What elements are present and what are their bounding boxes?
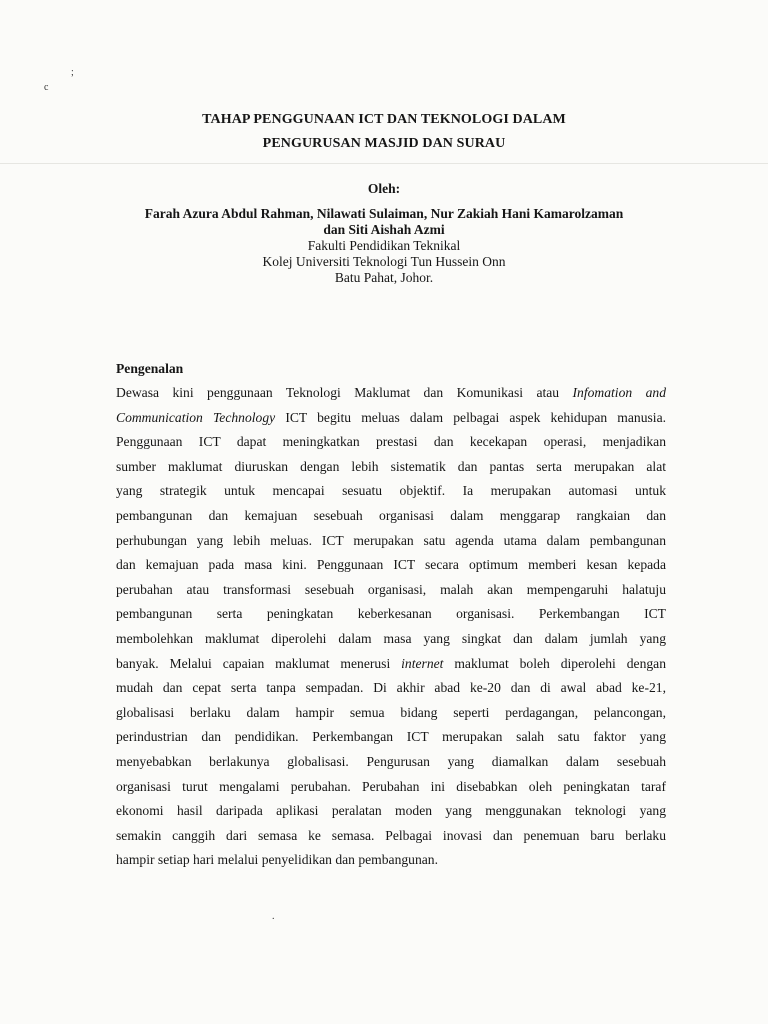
- paragraph-line: [116, 652, 666, 677]
- italic-term: Infomation and: [572, 385, 666, 400]
- title-line-1: TAHAP PENGGUNAAN ICT DAN TEKNOLOGI DALAM: [202, 112, 566, 127]
- scan-line: [0, 163, 768, 164]
- italic-term: Communication Technology: [116, 409, 276, 425]
- paragraph-line: organisasi turut mengalami perubahan. Perubahan ini disebabkan oleh peningkatan taraf: [116, 778, 666, 794]
- title-line-2: PENGURUSAN MASJID DAN SURAU: [262, 136, 506, 151]
- section-heading: Pengenalan: [116, 361, 184, 376]
- paragraph-line: ekonomi hasil daripada aplikasi peralatan moden yang menggunakan teknologi yang: [116, 803, 666, 819]
- authors-line-1: Farah Azura Abdul Rahman, Nilawati Sulaiman, Nur Zakiah Hani Kamarolzaman: [144, 206, 624, 221]
- section-pengenalan: [116, 360, 666, 873]
- paragraph-line: pembangunan dan kemajuan sesebuah organisasi dalam menggarap rangkaian dan: [116, 507, 666, 523]
- paragraph-line: perhubungan yang lebih meluas. ICT merupakan satu agenda utama dalam pembangunan: [116, 532, 666, 548]
- line-text: ICT begitu meluas dalam pelbagai aspek kehidupan manusia.: [275, 409, 667, 425]
- scan-speck: .: [272, 911, 275, 922]
- paragraph-line: pembangunan serta peningkatan keberkesanan organisasi. Perkembangan ICT: [116, 606, 666, 622]
- paragraph-line: perubahan atau transformasi sesebuah organisasi, malah akan mempengaruhi halatuju: [116, 581, 666, 597]
- line-text: Dewasa kini penggunaan Teknologi Maklumat dan Komunikasi atau: [116, 385, 573, 400]
- paragraph-line: [116, 381, 666, 406]
- paragraph-line: globalisasi berlaku dalam hampir semua bidang seperti perdagangan, pelancongan,: [116, 704, 666, 720]
- location: Batu Pahat, Johor.: [334, 270, 434, 285]
- paragraph-line: [116, 406, 666, 431]
- scan-speck: ;: [71, 67, 74, 78]
- body-paragraph: [116, 381, 666, 873]
- authors-line-2: dan Siti Aishah Azmi: [323, 222, 445, 237]
- paragraph-line: yang strategik untuk mencapai sesuatu objektif. Ia merupakan automasi untuk: [116, 483, 666, 499]
- university: Kolej Universiti Teknologi Tun Hussein Onn: [262, 254, 506, 269]
- paragraph-line: sumber maklumat diuruskan dengan lebih sistematik dan pantas serta merupakan alat: [116, 458, 666, 474]
- paragraph-line: semakin canggih dari semasa ke semasa. Pelbagai inovasi dan penemuan baru berlaku: [116, 827, 666, 843]
- line-text: banyak. Melalui capaian maklumat menerusi: [116, 655, 402, 671]
- scan-speck: c: [44, 82, 49, 93]
- paragraph-line: perindustrian dan pendidikan. Perkembangan ICT merupakan salah satu faktor yang: [116, 729, 666, 745]
- paragraph-line: membolehkan maklumat diperolehi dalam masa yang singkat dan dalam jumlah yang: [116, 630, 666, 646]
- faculty: Fakulti Pendidikan Teknikal: [307, 238, 461, 253]
- paragraph-line: Penggunaan ICT dapat meningkatkan prestasi dan kecekapan operasi, menjadikan: [116, 434, 666, 450]
- byline: [0, 181, 768, 286]
- document-title: [0, 108, 768, 156]
- paragraph-line: hampir setiap hari melalui penyelidikan dan pembangunan.: [116, 852, 438, 868]
- paragraph-line: dan kemajuan pada masa kini. Penggunaan ICT secara optimum memberi kesan kepada: [116, 557, 666, 573]
- paragraph-line: mudah dan cepat serta tanpa sempadan. Di akhir abad ke-20 dan di awal abad ke-21,: [116, 680, 666, 696]
- line-text: maklumat boleh diperolehi dengan: [443, 655, 666, 671]
- paragraph-line: menyebabkan berlakunya globalisasi. Pengurusan yang diamalkan dalam sesebuah: [116, 753, 666, 769]
- byline-oleh: Oleh:: [367, 181, 401, 196]
- italic-term: internet: [401, 655, 444, 671]
